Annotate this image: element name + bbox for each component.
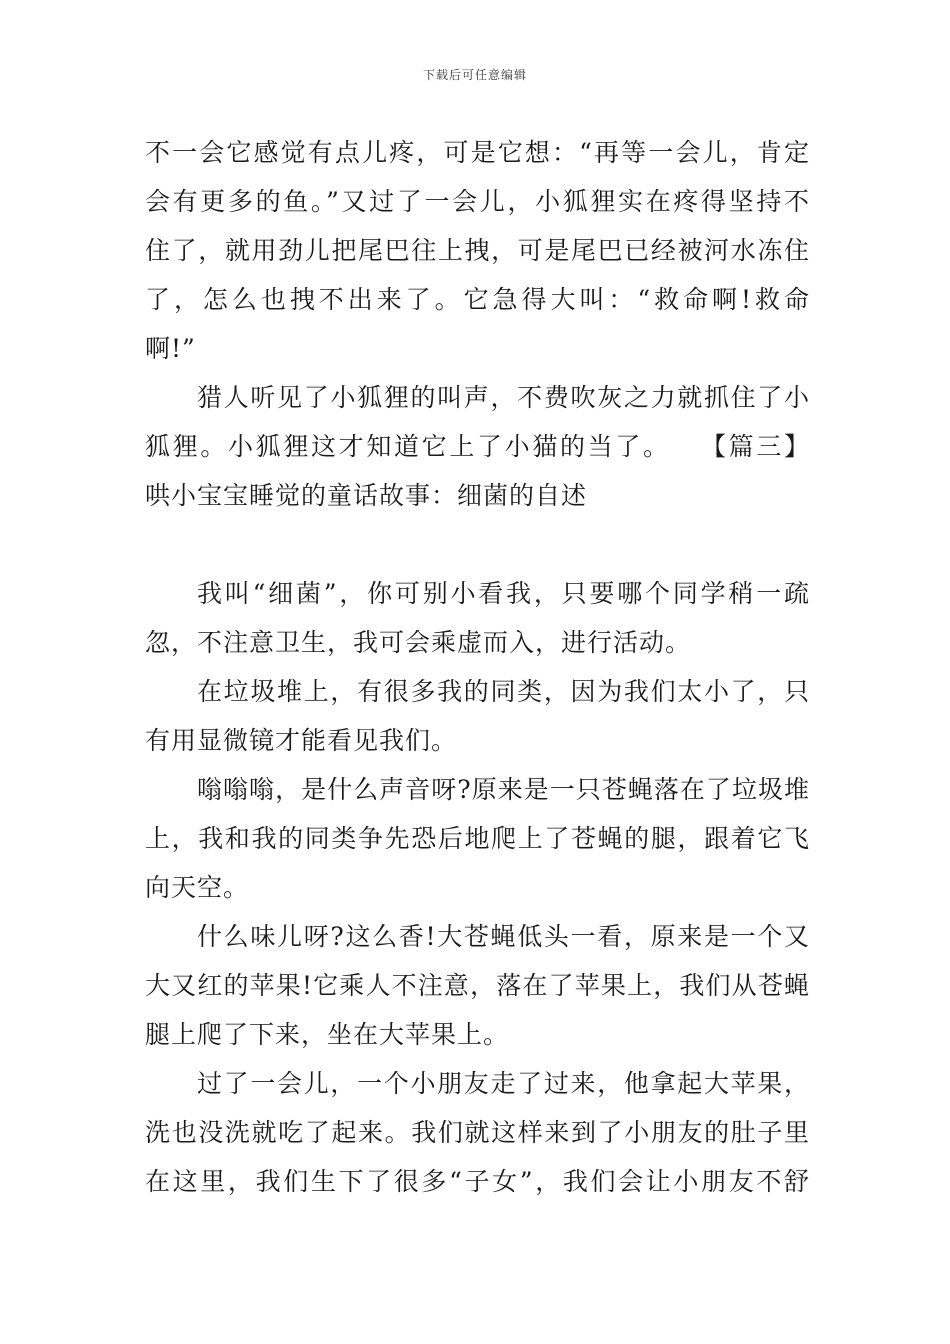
text-line: 什么味儿呀?这么香!大苍蝇低头一看，原来是一个又 <box>197 922 810 951</box>
text-line: 我叫“细菌”，你可别小看我，只要哪个同学稍一疏 <box>197 579 810 608</box>
text-line: 嗡嗡嗡，是什么声音呀?原来是一只苍蝇落在了垃圾堆 <box>197 775 810 804</box>
text-line: 在这里，我们生下了很多“子女”，我们会让小朋友不舒 <box>145 1167 810 1196</box>
text-line: 腿上爬了下来，坐在大苹果上。 <box>145 1020 510 1049</box>
text-line: 有用显微镜才能看见我们。 <box>145 726 458 755</box>
text-line: 大又红的苹果!它乘人不注意，落在了苹果上，我们从苍蝇 <box>145 971 810 1000</box>
text-line: 狐狸。小狐狸这才知道它上了小猫的当了。 【篇三】 <box>145 432 810 461</box>
page-header: 下载后可任意编辑 <box>422 68 527 82</box>
text-line: 在垃圾堆上，有很多我的同类，因为我们太小了，只 <box>197 677 810 706</box>
text-line: 哄小宝宝睡觉的童话故事：细菌的自述 <box>145 481 588 510</box>
text-line: 住了，就用劲儿把尾巴往上拽，可是尾巴已经被河水冻住 <box>145 236 810 265</box>
paragraph-gap <box>145 520 810 569</box>
text-line: 不一会它感觉有点儿疼，可是它想：“再等一会儿，肯定 <box>145 138 810 167</box>
text-line: 忽，不注意卫生，我可会乘虚而入，进行活动。 <box>145 628 692 657</box>
body-text <box>145 128 810 1206</box>
text-line: 了，怎么也拽不出来了。它急得大叫：“救命啊!救命 <box>145 285 810 314</box>
text-line: 过了一会儿，一个小朋友走了过来，他拿起大苹果， <box>197 1069 810 1098</box>
text-line: 向天空。 <box>145 873 250 902</box>
text-line: 会有更多的鱼。”又过了一会儿，小狐狸实在疼得坚持不 <box>145 187 810 216</box>
text-line: 猎人听见了小狐狸的叫声，不费吹灰之力就抓住了小 <box>197 383 810 412</box>
text-line: 啊!” <box>145 334 196 363</box>
text-line: 洗也没洗就吃了起来。我们就这样来到了小朋友的肚子里 <box>145 1118 810 1147</box>
text-line: 上，我和我的同类争先恐后地爬上了苍蝇的腿，跟着它飞 <box>145 824 810 853</box>
